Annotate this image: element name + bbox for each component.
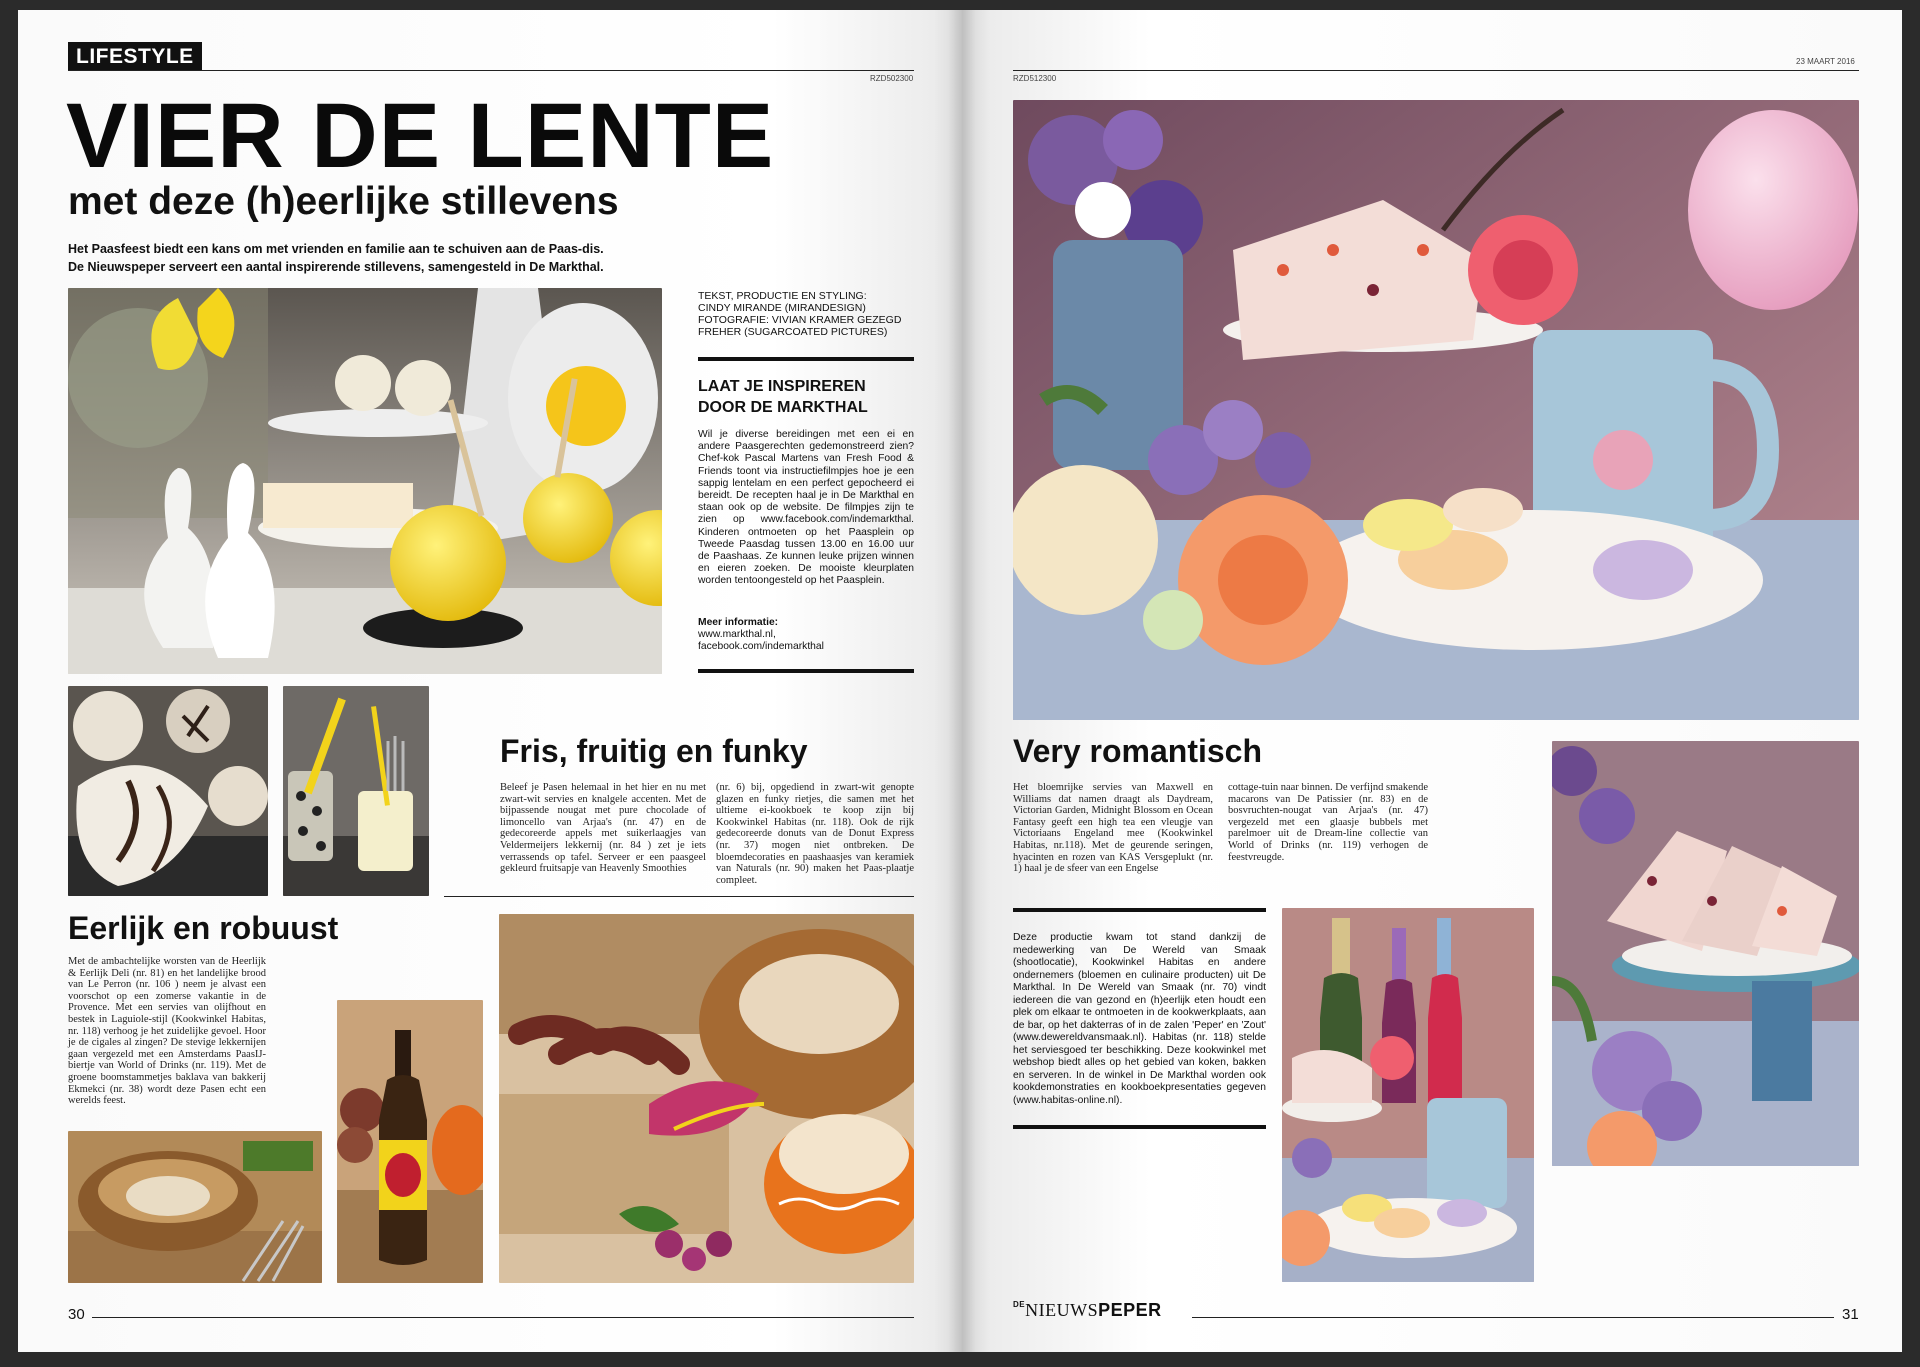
fris-rule bbox=[444, 896, 914, 897]
sidebar-title-line: LAAT JE INSPIREREN bbox=[698, 378, 866, 395]
logo-prefix: DE bbox=[1013, 1300, 1026, 1309]
sidebar-more bbox=[698, 617, 914, 654]
photo-bubbles-macarons bbox=[1282, 908, 1534, 1282]
left-page-code: RZD502300 bbox=[870, 74, 914, 83]
right-page-number: 31 bbox=[1842, 1306, 1859, 1323]
page-gutter bbox=[948, 10, 976, 1352]
issue-date: 23 MAART 2016 bbox=[1796, 57, 1855, 66]
footer-rule-left bbox=[92, 1317, 914, 1318]
credits bbox=[698, 290, 918, 338]
nieuwspeper-logo bbox=[1013, 1300, 1162, 1321]
sidebar-rule-top bbox=[698, 357, 914, 361]
romantisch-body-col1: Het bloemrijke servies van Maxwell en Williams dat namen draagt als Daydream, Victorian Garden, Midnight Blossom en Ocean Fantasy geeft een high tea een vleugje van Victoriaans Engeland mee (Kookwinkel Habitas, nr.118). Met de geurende seringen, hyacinten en rozen van KAS Versgeplukt (nr. 1) haal je de sfeer van een Engelse bbox=[1013, 782, 1213, 875]
right-page-code: RZD512300 bbox=[1013, 74, 1057, 83]
headline: VIER DE LENTE bbox=[66, 85, 775, 187]
more-info-label: Meer informatie: bbox=[698, 617, 779, 628]
intro-line-2: De Nieuwspeper serveert een aantal inspirerende stillevens, samengesteld in De Markthal. bbox=[68, 260, 604, 274]
logo-bold: PEPER bbox=[1098, 1300, 1162, 1320]
photo-olive-bowl bbox=[68, 1131, 322, 1283]
fris-body-col1: Beleef je Pasen helemaal in het hier en nu met zwart-wit servies en knalgele accenten. Met de bijpassende nougat met pure chocolade of limoncello van Arjaa's (nr. 47) en de gedecoreerde appels met suikerlaagjes van Veldermeijers lekkernij (nr. 84 ) zet je iets verrassends op tafel. Serveer er een paasgeel gekleurd fruitsapje van Heavenly Smoothies bbox=[500, 782, 706, 875]
link-markthal[interactable]: www.markthal.nl, bbox=[698, 629, 776, 641]
footer-rule-right bbox=[1192, 1317, 1834, 1318]
sidebar-rule-bottom bbox=[698, 669, 914, 673]
box-rule-bottom bbox=[1013, 1125, 1266, 1129]
eerlijk-title: Eerlijk en robuust bbox=[68, 910, 339, 946]
credits-line: FOTOGRAFIE: VIVIAN KRAMER GEZEGD bbox=[698, 314, 902, 326]
link-facebook[interactable]: facebook.com/indemarkthal bbox=[698, 641, 824, 653]
section-tag: LIFESTYLE bbox=[68, 42, 202, 71]
fris-title: Fris, fruitig en funky bbox=[500, 733, 808, 769]
intro bbox=[68, 240, 918, 276]
credits-line: FREHER (SUGARCOATED PICTURES) bbox=[698, 326, 888, 338]
photo-easter-table-yellow bbox=[68, 288, 662, 674]
header-rule bbox=[68, 70, 914, 71]
romantisch-title: Very romantisch bbox=[1013, 733, 1262, 769]
photo-nougat-lilac bbox=[1552, 741, 1859, 1166]
romantisch-body-col2: cottage-tuin naar binnen. De verfijnd smakende macarons van De Patissier (nr. 83) en de bosvruchten-nougat van Arjaa's (nr. 47) vergezeld met een glaasje bubbels met parelmoer uit de Dream-line collectie van World of Drinks (nr. 119) verhogen de feestvreugde. bbox=[1228, 782, 1429, 863]
sidebar-title-line: DOOR DE MARKTHAL bbox=[698, 399, 868, 416]
left-page-number: 30 bbox=[68, 1306, 85, 1323]
photo-smoothie-glasses bbox=[283, 686, 429, 896]
photo-high-tea-floral bbox=[1013, 100, 1859, 720]
eerlijk-body: Met de ambachtelijke worsten van de Heerlijk & Eerlijk Deli (nr. 81) en het landelijke brood van Le Perron (nr. 106 ) neem je alvast een voorschot op een zomerse vakantie in de Provence. Met een servies van olijfhout en bestek in Laguiole-stijl (Kookwinkel Habitas, nr. 118) verhoog je het zuidelijke gevoel. Hoor je de cigales al zingen? De stevige lekkernijen gaan vergezeld met een Amsterdams PaasIJ-biertje van World of Drinks (nr. 119). Met de groene boomstammetjes baklava van bakkerij Ekmekci (nr. 38) wordt deze Pasen echt een werelds feest. bbox=[68, 956, 266, 1107]
header-rule-right bbox=[1013, 70, 1859, 71]
subheadline: met deze (h)eerlijke stillevens bbox=[68, 180, 619, 223]
sidebar-body: Wil je diverse bereidingen met een ei en andere Paasgerechten gedemonstreerd zien? Chef-kok Pascal Martens van Fresh Food & Friends toont via instructiefilmpjes hoe je een sappig lentelam en een perfect gepocheerd ei bereidt. De recepten haal je in De Markthal en staan ook op de website. De filmpjes zijn te zien op www.facebook.com/indemarkthal. Kinderen ontmoeten op het Paasplein op Tweede Paasdag tussen 13.00 en 16.00 uur de Paashaas. Ze kunnen leuke prijzen winnen en eieren zoeken. De mooiste kleurplaten worden tentoongesteld op het Paasplein. bbox=[698, 429, 914, 587]
sidebar-title bbox=[698, 376, 914, 418]
box-rule-top bbox=[1013, 908, 1266, 912]
photo-meringues bbox=[68, 686, 268, 896]
logo-main: NIEUWS bbox=[1025, 1300, 1099, 1320]
credits-line: CINDY MIRANDE (MIRANDESIGN) bbox=[698, 302, 866, 314]
photo-bread-sausages bbox=[499, 914, 914, 1283]
photo-beer-bottle bbox=[337, 1000, 483, 1283]
credits-line: TEKST, PRODUCTIE EN STYLING: bbox=[698, 290, 867, 302]
fris-body-col2: (nr. 6) bij, opgediend in zwart-wit genopte glazen en funky rietjes, die samen met het ultieme ei-kookboek te koop zijn bij Kookwinkel Habitas (nr. 118). Ook de rijk gedecoreerde donuts van de Donut Express (nr. 37) mogen niet ontbreken. De bloemdecoraties en paashaasjes van keramiek van Naturals (nr. 90) maken het Paas-plaatje compleet. bbox=[716, 782, 914, 886]
production-box: Deze productie kwam tot stand dankzij de medewerking van De Wereld van Smaak (shootlocatie), Kookwinkel Habitas en andere ondernemers (bloemen en culinaire producten) uit De Markthal. In De Wereld van Smaak (nr. 70) vindt iedereen die van gezond en (h)eerlijk eten houdt een plek om elkaar te ontmoeten in de kookwerkplaats, aan de bar, op het dakterras of in de zalen 'Peper' en 'Zout' (www.dewereldvansmaak.nl). Habitas (nr. 118) stelde het serviesgoed ter beschikking. Deze kookwinkel met webshop biedt alles op het gebied van koken, bakken en serveren. In de winkel in De Markthal worden ook kookdemonstraties en kookboekpresentaties gegeven (www.habitas-online.nl). bbox=[1013, 932, 1266, 1106]
intro-line-1: Het Paasfeest biedt een kans om met vrienden en familie aan te schuiven aan de Paas-dis. bbox=[68, 242, 604, 256]
